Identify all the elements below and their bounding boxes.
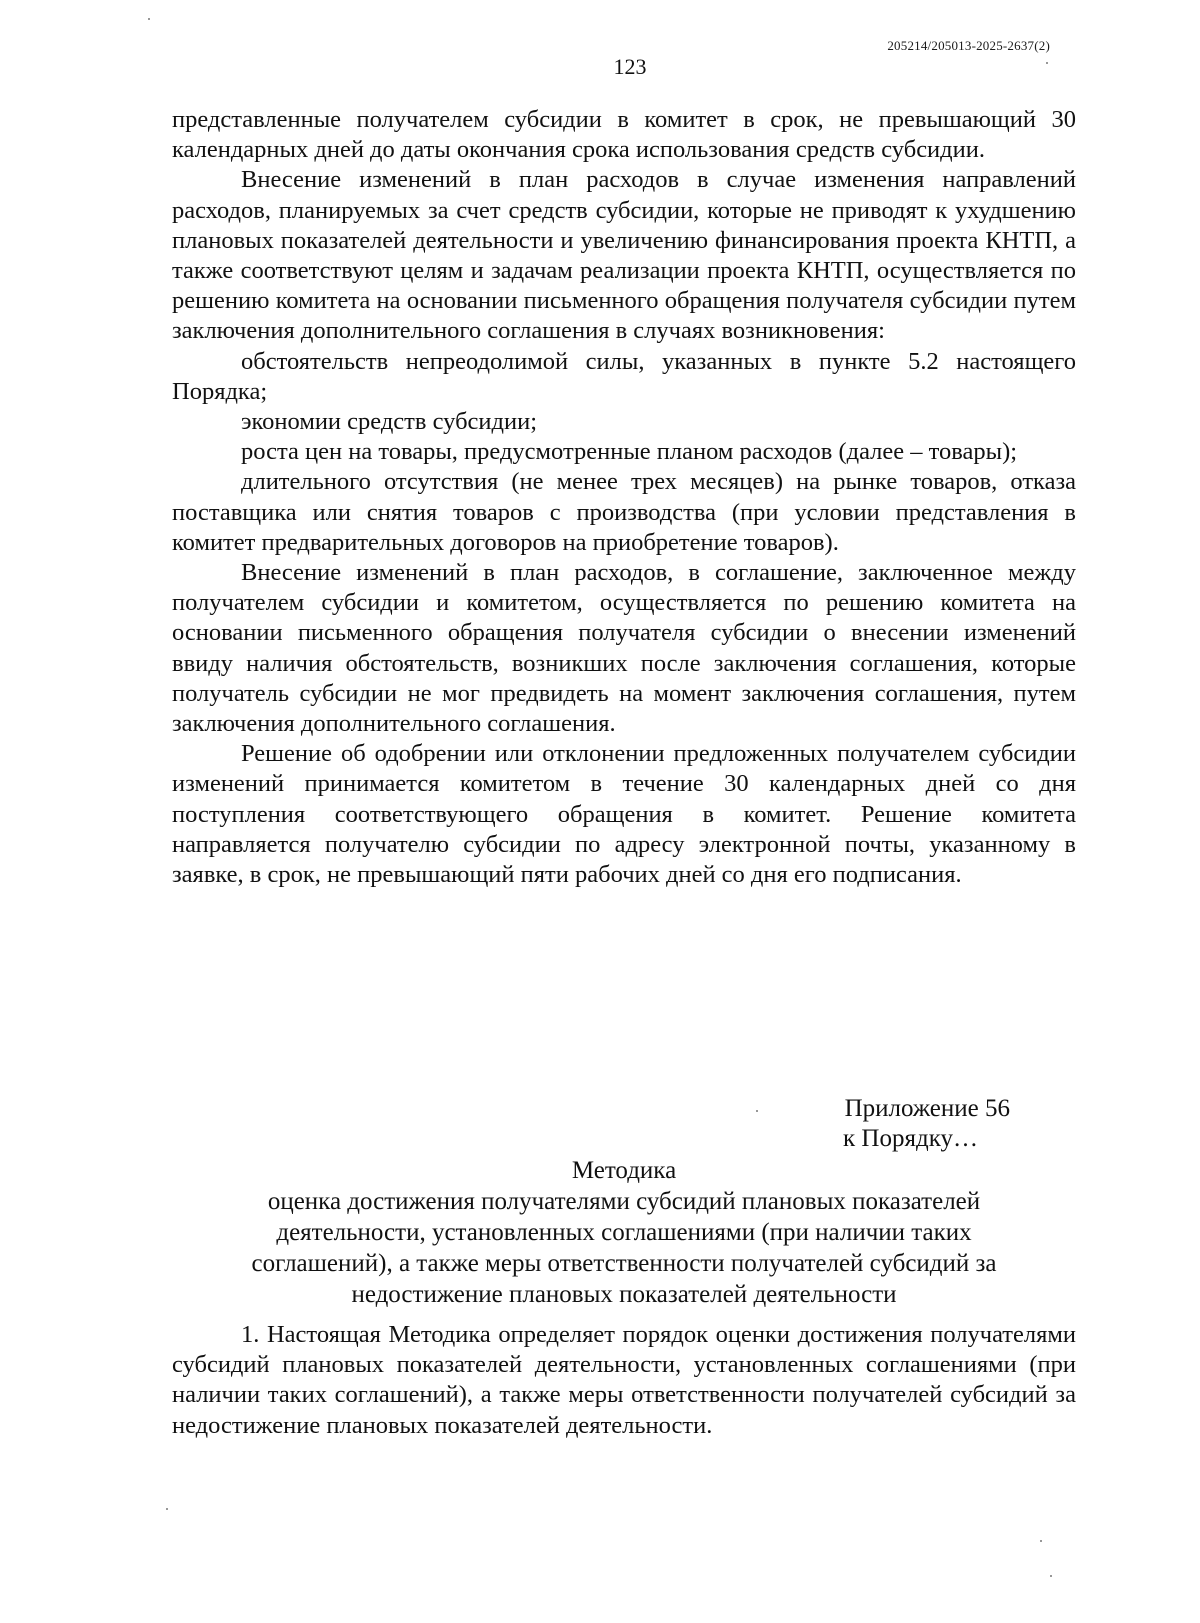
appendix-line-1: Приложение 56 (844, 1095, 1010, 1122)
paragraph: Решение об одобрении или отклонении предложенных получателем субсидии изменений принимается комитетом в течение 30 календарных дней со дня поступления соответствующего обращения в комитет. Решение комитета направляется получателю субсидии по адресу электронной почты, указанному в заявке, в срок, не превышающий пяти рабочих дней со дня его подписания. (172, 740, 1076, 889)
scan-speck (166, 1508, 168, 1510)
appendix-line-2: к Порядку… (843, 1125, 978, 1152)
scan-speck (1040, 1540, 1042, 1542)
methodology-title-block (172, 1155, 1076, 1310)
section-1-paragraph: 1. Настоящая Методика определяет порядок оценки достижения получателями субсидий плановых показателей деятельности, установленных соглашениями (при наличии таких соглашений), а также меры ответственности получателей субсидий за недостижение плановых показателей деятельности. (172, 1321, 1076, 1439)
paragraph: Внесение изменений в план расходов в случае изменения направлений расходов, планируемых за счет средств субсидии, которые не приводят к ухудшению плановых показателей деятельности и увеличению финансирования проекта КНТП, а также соответствуют целям и задачам реализации проекта КНТП, осуществляется по решению комитета на основании письменного обращения получателя субсидии путем заключения дополнительного соглашения в случаях возникновения: (172, 166, 1076, 345)
scan-speck (756, 1110, 758, 1112)
methodology-title: Методика (571, 1157, 677, 1184)
list-item: обстоятельств непреодолимой силы, указанных в пункте 5.2 настоящего Порядка; (172, 347, 1076, 405)
appendix-reference (0, 1094, 1010, 1154)
methodology-subtitle: оценка достижения получателями субсидий плановых показателей деятельности, установленных соглашениями (при наличии таких соглашений), а также меры ответственности получателей субсидий за недостижение плановых показателей деятельности (251, 1188, 997, 1308)
scan-speck (1046, 62, 1048, 64)
list-item: роста цен на товары, предусмотренные планом расходов (далее – товары); (241, 438, 1018, 466)
scan-speck (148, 18, 150, 20)
scan-speck (1050, 1575, 1052, 1577)
list-item: экономии средств субсидии; (241, 408, 538, 436)
paragraph-continuation: представленные получателем субсидии в комитет в срок, не превышающий 30 календарных дней до даты окончания срока использования средств субсидии. (172, 106, 1076, 164)
list-item: длительного отсутствия (не менее трех месяцев) на рынке товаров, отказа поставщика или снятия товаров с производства (при условии представления в комитет предварительных договоров на приобретение товаров). (172, 468, 1076, 556)
document-id: 205214/205013-2025-2637(2) (887, 38, 1050, 53)
paragraph: Внесение изменений в план расходов, в соглашение, заключенное между получателем субсидии и комитетом, осуществляется по решению комитета на основании письменного обращения получателя субсидии о внесении изменений ввиду наличия обстоятельств, возникших после заключения соглашения, которые получатель субсидии не мог предвидеть на момент заключения соглашения, путем заключения дополнительного соглашения. (172, 559, 1076, 738)
page-number: 123 (613, 54, 647, 79)
body-text (172, 105, 1076, 890)
section-1 (172, 1320, 1076, 1441)
